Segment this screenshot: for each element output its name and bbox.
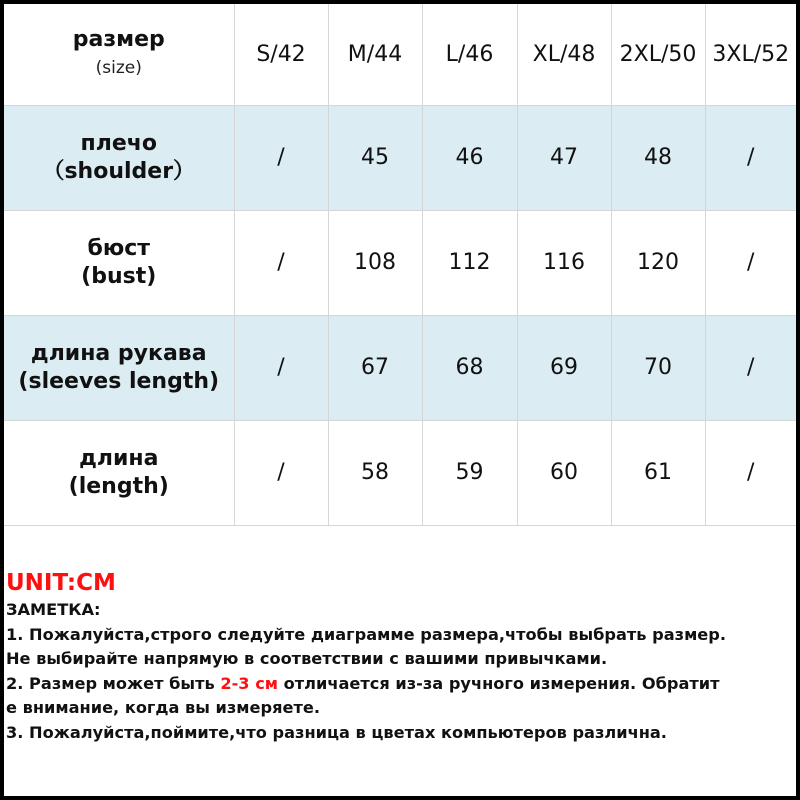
table-cell: 70: [611, 315, 705, 420]
header-row: [4, 4, 796, 105]
notes-heading: ЗАМЕТКА:: [6, 600, 101, 619]
table-cell: 59: [422, 420, 517, 525]
table-row-length: [4, 420, 796, 525]
table-cell: /: [234, 315, 328, 420]
row-label-main: плечо: [80, 130, 157, 156]
note-line: е внимание, когда вы измеряете.: [6, 698, 320, 717]
note-line: [6, 672, 794, 697]
row-label-sub: (bust): [81, 263, 157, 289]
unit-label: UNIT:CM: [6, 570, 116, 596]
row-label-cell: [4, 420, 234, 525]
size-chart-frame: [4, 4, 796, 796]
size-header: XL/48: [517, 4, 611, 105]
note-text: 2. Размер может быть: [6, 673, 221, 693]
size-header: 3XL/52: [705, 4, 796, 105]
notes-section: [6, 568, 794, 745]
table-cell: 47: [517, 105, 611, 210]
table-cell: 108: [328, 210, 422, 315]
row-label-cell: [4, 105, 234, 210]
row-label-cell: [4, 210, 234, 315]
header-label-cell: [4, 4, 234, 105]
table-row-shoulder: [4, 105, 796, 210]
row-label-sub: (sleeves length): [18, 368, 220, 394]
size-header: M/44: [328, 4, 422, 105]
size-header: S/42: [234, 4, 328, 105]
table-cell: 112: [422, 210, 517, 315]
header-label-main: размер: [72, 27, 165, 53]
note-line: Не выбирайте напрямую в соответствии с вашими привычками.: [6, 649, 608, 668]
row-label-main: длина: [79, 445, 159, 471]
table-cell: /: [234, 420, 328, 525]
table-cell: 116: [517, 210, 611, 315]
note-line: 3. Пожалуйста,поймите,что разница в цветах компьютеров различна.: [6, 722, 667, 742]
table-cell: /: [234, 105, 328, 210]
table-cell: 68: [422, 315, 517, 420]
table-cell: /: [705, 420, 796, 525]
table-cell: /: [705, 105, 796, 210]
row-label-sub: (length): [68, 473, 169, 499]
note-text: отличается из-за ручного измерения. Обратит: [278, 673, 720, 693]
table-cell: /: [234, 210, 328, 315]
table-cell: 46: [422, 105, 517, 210]
table-cell: 60: [517, 420, 611, 525]
table-row-sleeves-length: [4, 315, 796, 420]
row-label-sub: （shoulder）: [42, 158, 196, 184]
row-label-main: длина рукава: [30, 340, 207, 366]
table-cell: 48: [611, 105, 705, 210]
note-line: 1. Пожалуйста,строго следуйте диаграмме размера,чтобы выбрать размер.: [6, 624, 727, 644]
table-cell: 58: [328, 420, 422, 525]
table-cell: 120: [611, 210, 705, 315]
note-highlight: 2-3 см: [220, 673, 279, 693]
row-label-main: бюст: [87, 235, 151, 261]
header-label-sub: (size): [95, 58, 142, 79]
size-header: 2XL/50: [611, 4, 705, 105]
table-cell: 69: [517, 315, 611, 420]
table-cell: /: [705, 210, 796, 315]
size-table: [4, 4, 796, 526]
table-cell: 67: [328, 315, 422, 420]
size-header: L/46: [422, 4, 517, 105]
row-label-cell: [4, 315, 234, 420]
table-cell: 45: [328, 105, 422, 210]
table-cell: 61: [611, 420, 705, 525]
table-cell: /: [705, 315, 796, 420]
table-row-bust: [4, 210, 796, 315]
